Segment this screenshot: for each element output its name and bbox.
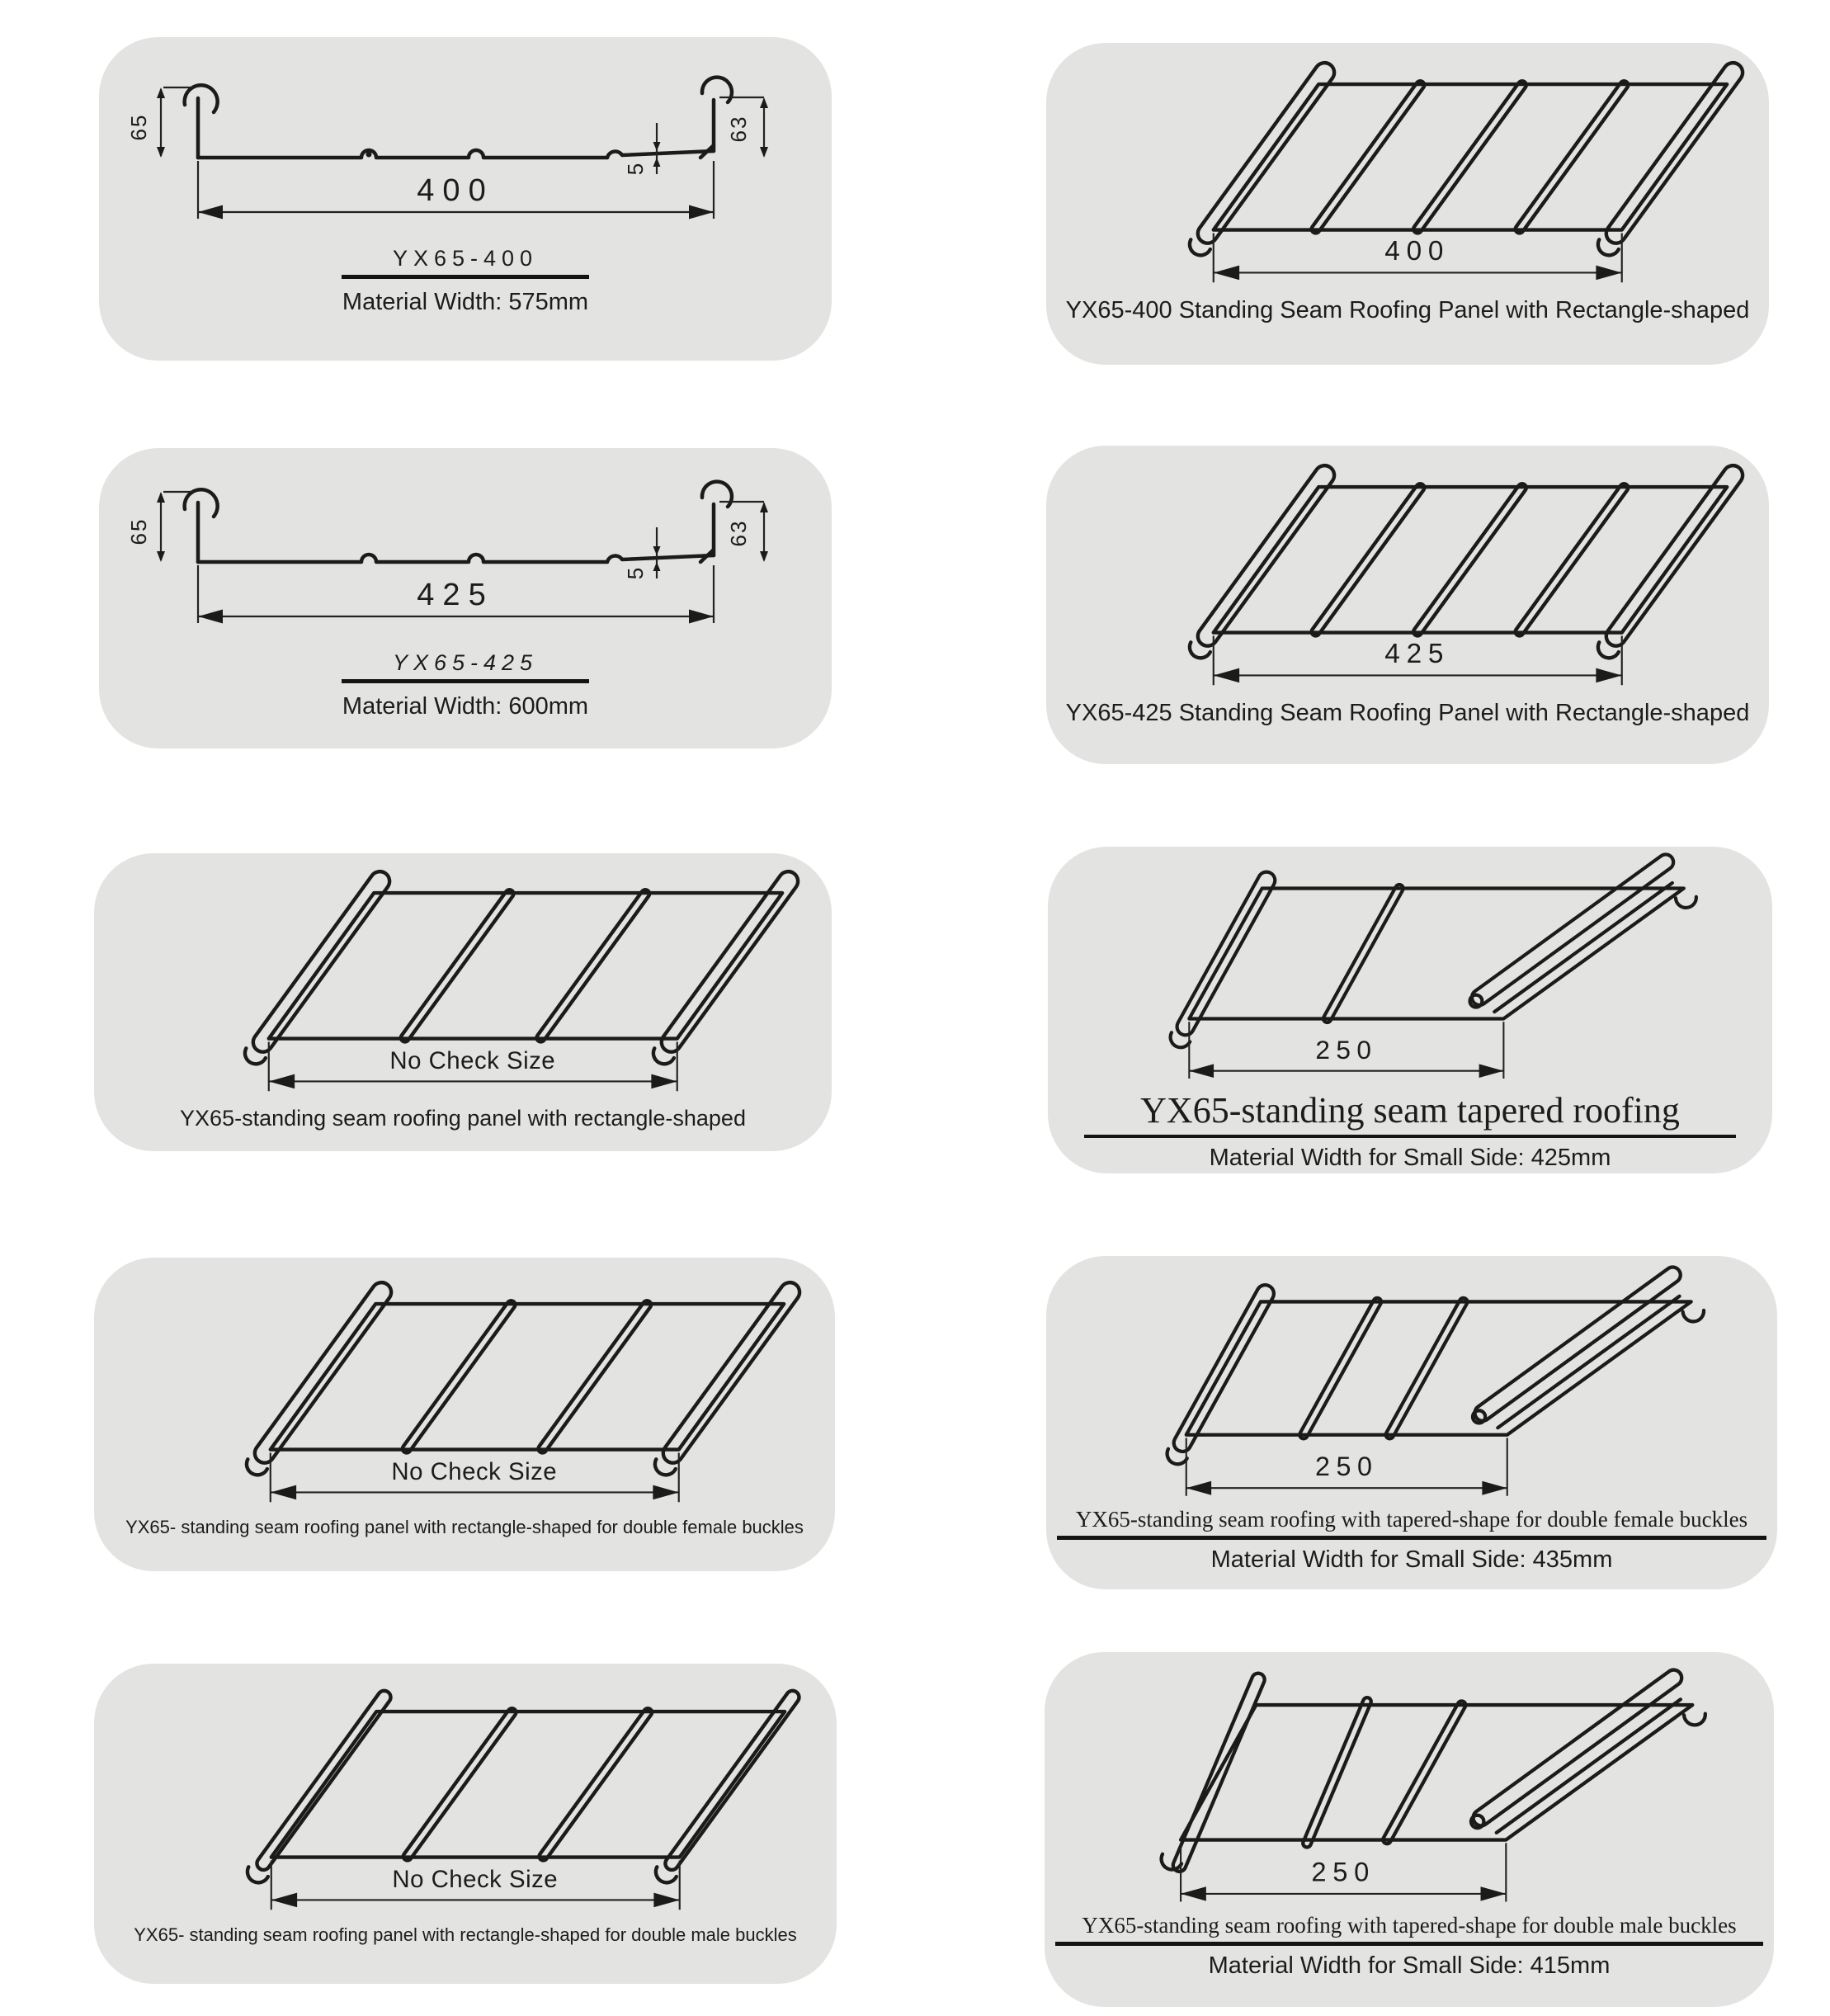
dimension-label: No Check Size xyxy=(391,1457,558,1485)
panel-outline xyxy=(1167,1264,1707,1464)
card-tapered-double-female xyxy=(1046,1256,1777,1589)
material-width-label: Material Width for Small Side: 425mm xyxy=(1209,1145,1611,1171)
dim-right-height: 63 xyxy=(726,519,751,547)
card-yx65-425-profile xyxy=(99,448,832,748)
dimension-label: No Check Size xyxy=(389,1046,556,1074)
dimension-label: 425 xyxy=(1384,638,1450,669)
panel-caption: YX65-400 Standing Seam Roofing Panel with Rectangle-shaped xyxy=(1065,297,1750,323)
panel-outline xyxy=(1190,59,1747,255)
profile-outline xyxy=(185,78,732,158)
title-underline xyxy=(1055,1942,1762,1946)
tapered-panel-3d-drawing xyxy=(1045,1665,1774,1913)
profile-outline xyxy=(185,482,732,562)
panel-caption: YX65- standing seam roofing panel with rectangle-shaped for double female buckles xyxy=(125,1517,804,1537)
panel-title: YX65-standing seam tapered roofing xyxy=(1140,1090,1680,1131)
card-tapered-panel xyxy=(1048,847,1772,1173)
panel-3d-drawing xyxy=(1046,48,1769,292)
panel-outline xyxy=(248,1688,802,1883)
panel-caption: YX65- standing seam roofing panel with rectangle-shaped for double male buckles xyxy=(134,1924,797,1945)
profile-cross-section-drawing xyxy=(99,50,832,244)
dim-step: 5 xyxy=(623,565,648,580)
rib-dot xyxy=(366,152,372,158)
panel-caption: YX65-425 Standing Seam Roofing Panel with Rectangle-shaped xyxy=(1065,700,1750,726)
panel-outline xyxy=(1190,461,1747,658)
dim-step: 5 xyxy=(623,161,648,176)
dimension-label: No Check Size xyxy=(392,1865,559,1893)
model-underline xyxy=(342,679,589,683)
dim-left-height: 65 xyxy=(126,517,151,545)
dimension-label: 400 xyxy=(1384,235,1450,267)
card-yx65-400-profile xyxy=(99,37,832,361)
panel-3d-drawing xyxy=(94,857,832,1101)
card-rect-panel xyxy=(94,853,832,1151)
material-width-label: Material Width for Small Side: 415mm xyxy=(1208,1952,1611,1979)
panel-3d-drawing xyxy=(94,1675,837,1919)
tapered-panel-3d-drawing xyxy=(1048,850,1772,1089)
model-label: YX65-400 xyxy=(392,246,539,271)
panel-outline xyxy=(247,1278,804,1475)
dimension-label: 250 xyxy=(1315,1034,1378,1065)
title-underline xyxy=(1084,1135,1736,1138)
card-yx65-400-3d xyxy=(1046,43,1769,365)
panel-3d-drawing xyxy=(1046,451,1769,695)
tapered-panel-3d-drawing xyxy=(1046,1263,1777,1507)
panel-outline xyxy=(1162,1667,1709,1874)
model-underline xyxy=(342,275,589,279)
dimension-label: 250 xyxy=(1314,1452,1379,1482)
title-underline xyxy=(1057,1536,1766,1540)
dim-right-height: 63 xyxy=(726,115,751,143)
panel-3d-drawing xyxy=(94,1268,835,1512)
model-label: YX65-425 xyxy=(392,650,539,675)
card-rect-panel-double-male xyxy=(94,1664,837,1984)
dim-width: 425 xyxy=(417,578,494,612)
dim-width: 400 xyxy=(417,173,494,208)
card-tapered-double-male xyxy=(1045,1652,1774,2007)
panel-title: YX65-standing seam roofing with tapered-shape for double male buckles xyxy=(1082,1913,1737,1938)
card-yx65-425-3d xyxy=(1046,446,1769,764)
panel-outline xyxy=(1171,852,1700,1048)
panel-outline xyxy=(245,867,802,1064)
panel-caption: YX65-standing seam roofing panel with rectangle-shaped xyxy=(180,1106,746,1131)
dim-left-height: 65 xyxy=(126,113,151,141)
material-width-label: Material Width: 600mm xyxy=(342,693,589,720)
material-width-label: Material Width: 575mm xyxy=(342,289,589,315)
profile-cross-section-drawing xyxy=(99,455,832,649)
material-width-label: Material Width for Small Side: 435mm xyxy=(1210,1546,1613,1573)
dimension-label: 250 xyxy=(1311,1856,1376,1887)
panel-title: YX65-standing seam roofing with tapered-shape for double female buckles xyxy=(1075,1507,1748,1532)
card-rect-panel-double-female xyxy=(94,1258,835,1571)
